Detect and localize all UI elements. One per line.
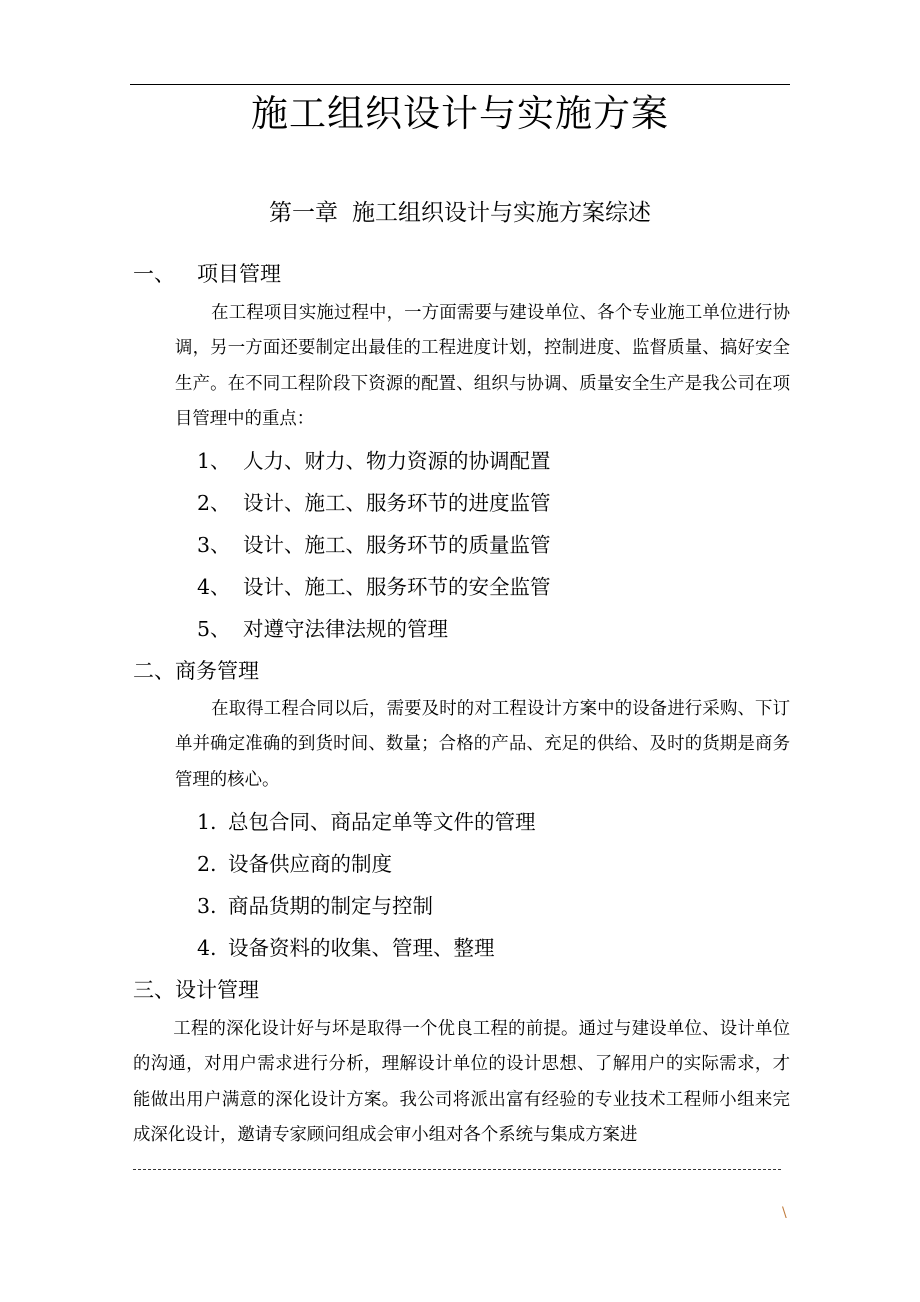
list-item-number: 4. xyxy=(197,936,217,960)
list-item-text: 总包合同、商品定单等文件的管理 xyxy=(228,810,536,834)
list-item-number: 3. xyxy=(197,894,217,918)
paragraph-text: 在工程项目实施过程中，一方面需要与建设单位、各个专业施工单位进行协调，另一方面还要制定出最佳的工程进度计划，控制进度、监督质量、搞好安全生产。在不同工程阶段下资源的配置、组织与协调、质量安全生产是我公司在项目管理中的重点： xyxy=(175,303,790,429)
list-item-text: 设计、施工、服务环节的安全监管 xyxy=(243,575,551,599)
list-item xyxy=(197,891,433,921)
list-item xyxy=(197,572,551,602)
list-item-text: 人力、财力、物力资源的协调配置 xyxy=(243,449,551,473)
list-item xyxy=(197,614,448,644)
page-corner-mark: \ xyxy=(782,1205,787,1221)
section-paragraph-project-management xyxy=(175,296,790,437)
section-title: 设计管理 xyxy=(175,978,259,1002)
list-item-number: 1、 xyxy=(197,449,231,473)
list-item-text: 设备资料的收集、管理、整理 xyxy=(228,936,495,960)
chapter-label: 第一章 xyxy=(269,200,338,226)
paragraph-text: 在取得工程合同以后，需要及时的对工程设计方案中的设备进行采购、下订单并确定准确的到货时间、数量；合格的产品、充足的供给、及时的货期是商务管理的核心。 xyxy=(175,699,790,790)
list-item-text: 对遵守法律法规的管理 xyxy=(243,617,448,641)
footer-rule xyxy=(133,1169,781,1170)
section-heading-design-management xyxy=(133,975,259,1005)
section-heading-project-management xyxy=(133,259,281,289)
list-item-number: 2、 xyxy=(197,491,231,515)
list-item xyxy=(197,488,551,518)
section-number: 三、 xyxy=(133,978,175,1002)
list-item-number: 2. xyxy=(197,852,217,876)
section-paragraph-business-management xyxy=(175,692,790,798)
chapter-title: 施工组织设计与实施方案综述 xyxy=(352,200,651,226)
list-item-number: 3、 xyxy=(197,533,231,557)
section-heading-business-management xyxy=(133,656,259,686)
list-item xyxy=(197,933,495,963)
header-rule xyxy=(130,84,790,85)
paragraph-text: 工程的深化设计好与坏是取得一个优良工程的前提。通过与建设单位、设计单位的沟通，对用户需求进行分析，理解设计单位的设计思想、了解用户的实际需求，才能做出用户满意的深化设计方案。我公司将派出富有经验的专业技术工程师小组来完成深化设计，邀请专家顾问组成会审小组对各个系统与集成方案进 xyxy=(133,1019,790,1145)
list-item xyxy=(197,807,536,837)
list-item-number: 1. xyxy=(197,810,217,834)
list-item xyxy=(197,849,392,879)
list-item-text: 设计、施工、服务环节的进度监管 xyxy=(243,491,551,515)
list-item xyxy=(197,446,551,476)
list-item xyxy=(197,530,551,560)
list-item-number: 4、 xyxy=(197,575,231,599)
section-number: 二、 xyxy=(133,659,175,683)
list-item-number: 5、 xyxy=(197,617,231,641)
section-title: 商务管理 xyxy=(175,659,259,683)
list-item-text: 商品货期的制定与控制 xyxy=(228,894,433,918)
section-title: 项目管理 xyxy=(197,262,281,286)
section-number: 一、 xyxy=(133,262,175,286)
list-item-text: 设计、施工、服务环节的质量监管 xyxy=(243,533,551,557)
list-item-text: 设备供应商的制度 xyxy=(228,852,392,876)
document-title: 施工组织设计与实施方案 xyxy=(251,92,669,135)
section-paragraph-design-management xyxy=(133,1012,790,1153)
chapter-heading xyxy=(0,193,920,233)
